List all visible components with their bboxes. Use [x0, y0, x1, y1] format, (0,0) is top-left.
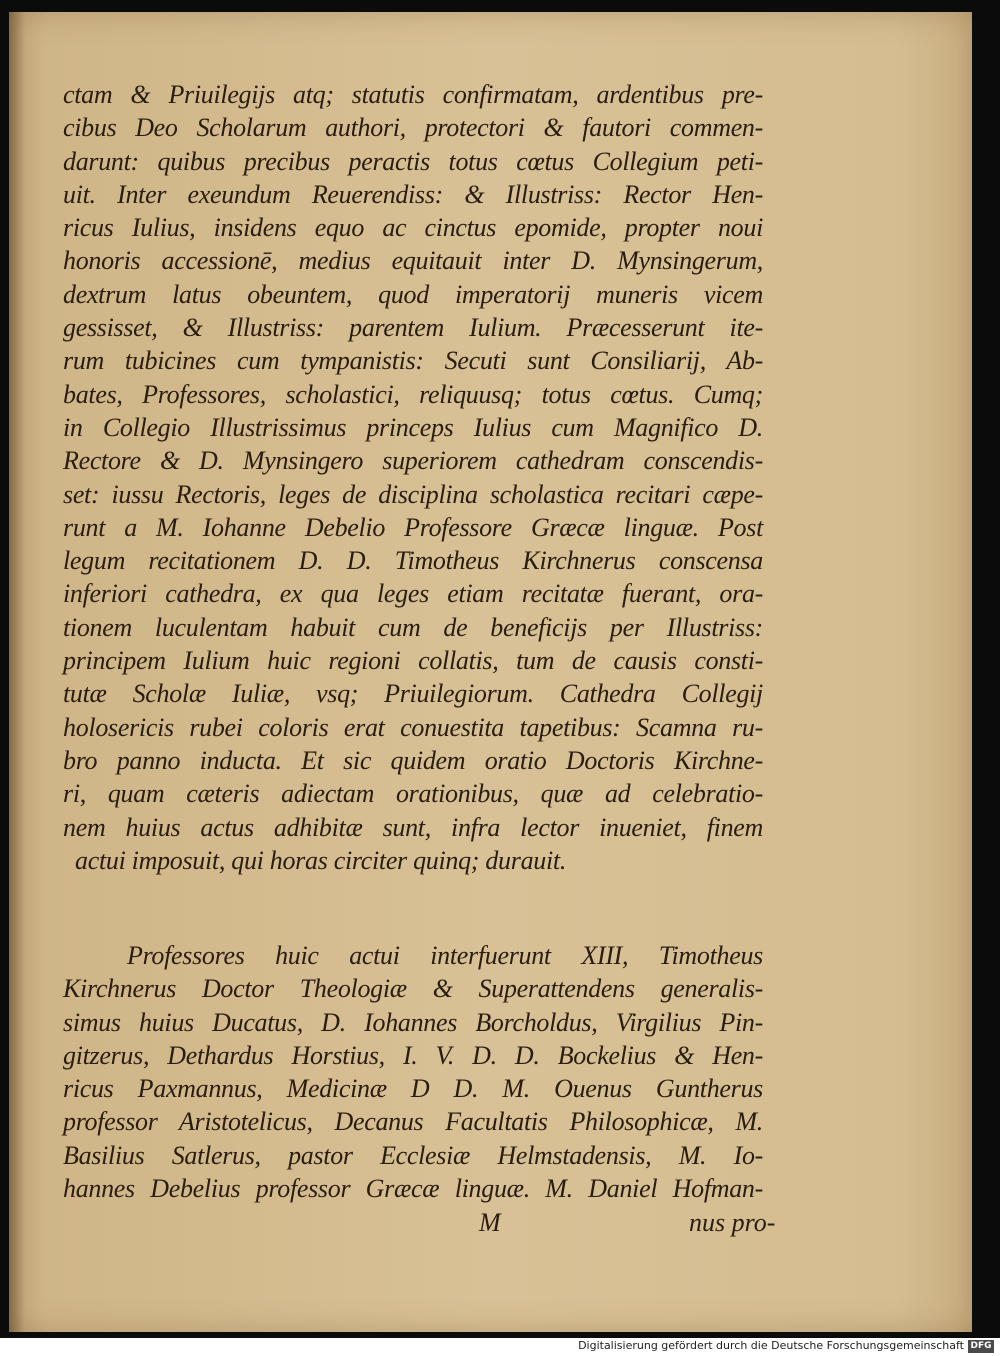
text-line: dextrum latus obeuntem, quod imperatorij muneris vicem: [63, 279, 763, 309]
text-line: ri, quam cæteris adiectam orationibus, quæ ad celebratio-: [63, 779, 763, 809]
signature-mark: M: [479, 1208, 501, 1237]
dfg-logo-icon: DFG: [968, 1340, 994, 1353]
text-line: darunt: quibus precibus peractis totus cœtus Collegium peti-: [63, 146, 763, 176]
text-line: ricus Iulius, insidens equo ac cinctus epomide, propter noui: [63, 213, 763, 243]
text-line: nem huius actus adhibitæ sunt, infra lector inueniet, finem: [63, 812, 763, 842]
text-line: Professores huic actui interfuerunt XIII, Timotheus: [127, 941, 763, 970]
text-line: bates, Professores, scholastici, reliquusq; totus cœtus. Cumq;: [63, 379, 763, 409]
text-line: tionem luculentam habuit cum de beneficijs per Illustriss:: [63, 612, 763, 642]
text-line: hannes Debelius professor Græcæ linguæ. M. Daniel Hofman-: [63, 1174, 763, 1204]
text-line: runt a M. Iohanne Debelio Professore Græcæ linguæ. Post: [63, 512, 763, 542]
text-line: ricus Paxmannus, Medicinæ D D. M. Ouenus Guntherus: [63, 1074, 763, 1104]
text-line: uit. Inter exeundum Reuerendiss: & Illustriss: Rector Hen-: [63, 179, 763, 209]
text-line: set: iussu Rectoris, leges de disciplina scholastica recitari cæpe-: [63, 479, 763, 509]
catchword: nus pro-: [689, 1208, 776, 1237]
text-line: in Collegio Illustrissimus princeps Iulius cum Magnifico D.: [63, 412, 763, 442]
text-line: bro panno inducta. Et sic quidem oratio Doctoris Kirchne-: [63, 745, 763, 775]
digitization-footer: [0, 1338, 1000, 1356]
text-line: rum tubicines cum tympanistis: Secuti sunt Consiliarij, Ab-: [63, 346, 763, 376]
text-line: Kirchnerus Doctor Theologiæ & Superattendens generalis-: [63, 974, 763, 1004]
text-line: gessisset, & Illustriss: parentem Iulium. Præcesserunt ite-: [63, 313, 763, 343]
paragraph-1: [63, 78, 763, 877]
page-foot: [9, 1208, 972, 1248]
text-line: honoris accessionē, medius equitauit inter D. Mynsingerum,: [63, 246, 763, 276]
text-line: Rectore & D. Mynsingero superiorem cathedram conscendis-: [63, 446, 763, 476]
text-line: Basilius Satlerus, pastor Ecclesiæ Helmstadensis, M. Io-: [63, 1140, 763, 1170]
text-line: gitzerus, Dethardus Horstius, I. V. D. D. Bockelius & Hen-: [63, 1040, 763, 1070]
book-page: [9, 12, 972, 1332]
text-line: simus huius Ducatus, D. Iohannes Borcholdus, Virgilius Pin-: [63, 1007, 763, 1037]
text-line: tutæ Scholæ Iuliæ, vsq; Priuilegiorum. Cathedra Collegij: [63, 679, 763, 709]
paragraph-2: [63, 939, 763, 1205]
text-line: professor Aristotelicus, Decanus Facultatis Philosophicæ, M.: [63, 1107, 763, 1137]
footer-credit: Digitalisierung gefördert durch die Deutsche Forschungsgemeinschaft: [578, 1339, 964, 1352]
text-line: inferiori cathedra, ex qua leges etiam recitatæ fuerant, ora-: [63, 579, 763, 609]
text-line: ctam & Priuilegijs atq; statutis confirmatam, ardentibus pre-: [63, 80, 763, 109]
text-line: cibus Deo Scholarum authori, protectori & fautori commen-: [63, 113, 763, 143]
text-line: principem Iulium huic regioni collatis, tum de causis consti-: [63, 646, 763, 676]
text-line: actui imposuit, qui horas circiter quinq; durauit.: [75, 845, 567, 875]
text-line: legum recitationem D. D. Timotheus Kirchnerus conscensa: [63, 546, 763, 576]
text-line: holosericis rubei coloris erat conuestita tapetibus: Scamna ru-: [63, 712, 763, 742]
